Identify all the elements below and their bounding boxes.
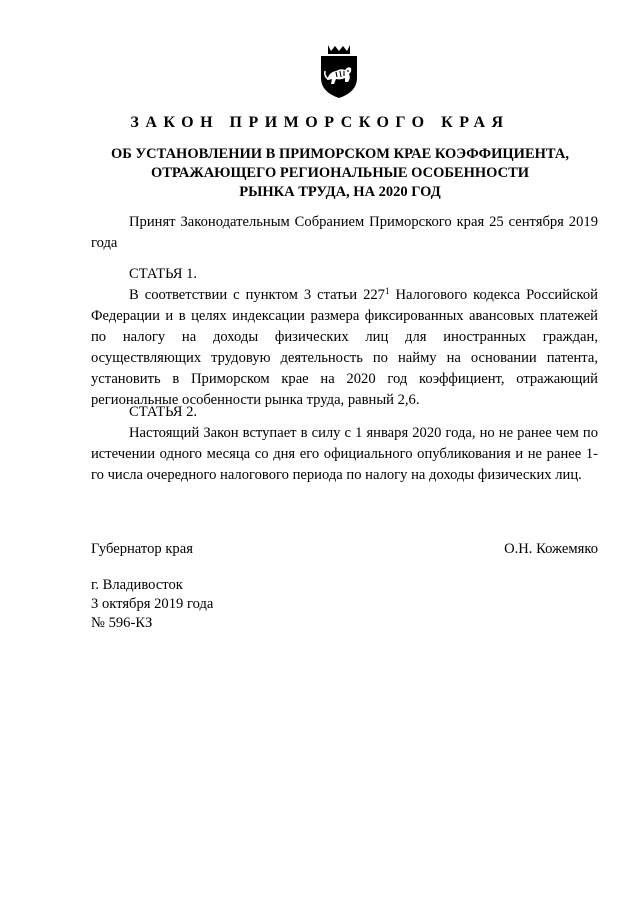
signature-position: Губернатор края: [91, 541, 193, 557]
subtitle-line: РЫНКА ТРУДА, НА 2020 ГОД: [239, 184, 441, 200]
article-1-superscript: 1: [384, 286, 390, 296]
coat-of-arms-icon: [314, 42, 364, 100]
law-subtitle: [60, 145, 620, 202]
subtitle-line: ОБ УСТАНОВЛЕНИИ В ПРИМОРСКОМ КРАЕ КОЭФФИЦИЕНТА,: [111, 146, 569, 162]
adoption-statement: Принят Законодательным Собранием Приморского края 25 сентября 2019 года: [91, 214, 598, 251]
article-1-heading: СТАТЬЯ 1.: [129, 266, 198, 282]
article-1-text: [91, 285, 598, 411]
article-2-text: Настоящий Закон вступает в силу с 1 января 2020 года, но не ранее чем по истечении одного месяца со дня его официального опубликования и не ранее 1-го числа очередного налогового периода по налогу на доходы физических лиц.: [91, 425, 598, 483]
article-1-text-end: Налогового кодекса Российской Федерации и в целях индексации размера фиксированных авансовых платежей по налогу на доходы физических лиц для иностранных граждан, осуществляющих трудовую деятельность по найму на основании патента, установить в Приморском крае на 2020 год коэффициент, отражающий региональные особенности рынка труда, равный 2,6.: [91, 287, 598, 408]
law-title: ЗАКОН ПРИМОРСКОГО КРАЯ: [130, 114, 510, 131]
article-1-text-start: В соответствии с пунктом 3 статьи 227: [129, 287, 385, 303]
place-date-number: [91, 576, 213, 633]
subtitle-line: ОТРАЖАЮЩЕГО РЕГИОНАЛЬНЫЕ ОСОБЕННОСТИ: [150, 165, 530, 181]
date: 3 октября 2019 года: [91, 596, 214, 612]
article-2-heading: СТАТЬЯ 2.: [129, 404, 198, 420]
place: г. Владивосток: [91, 577, 183, 593]
signature-name: О.Н. Кожемяко: [504, 541, 598, 557]
law-number: № 596-КЗ: [91, 615, 153, 631]
